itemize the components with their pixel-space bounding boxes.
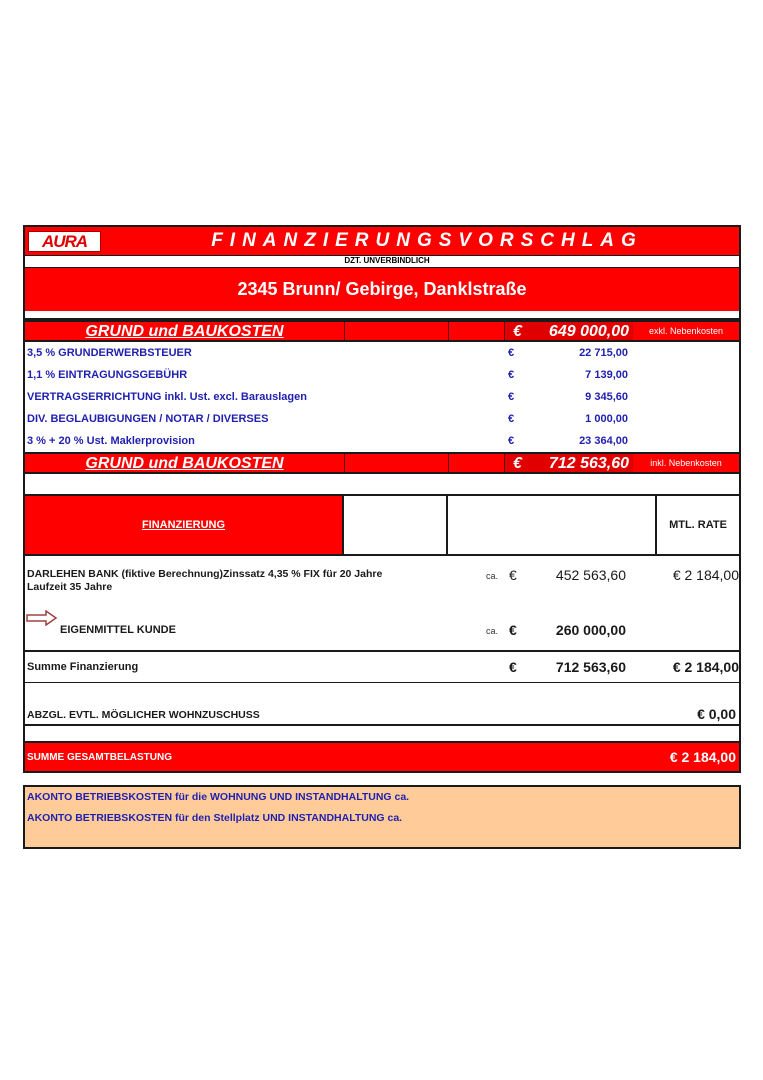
cost-line	[25, 386, 739, 408]
financing-body	[23, 556, 741, 652]
financing-sum-row	[23, 652, 741, 683]
euro-icon: €	[508, 369, 515, 381]
empty-cell	[345, 322, 449, 340]
cost-line-label: VERTRAGSERRICHTUNG inkl. Ust. excl. Barauslagen	[27, 391, 307, 403]
cost-line	[25, 408, 739, 430]
akonto-apartment: AKONTO BETRIEBSKOSTEN für die WOHNUNG UND INSTANDHALTUNG ca.	[27, 791, 410, 803]
amount-value: 649 000,00	[548, 323, 629, 340]
total-label: SUMME GESAMTBELASTUNG	[27, 752, 172, 763]
empty-cell	[448, 496, 657, 554]
own-funds-amount: 260 000,00	[555, 622, 626, 638]
aura-logo	[28, 231, 101, 252]
cost-header-exkl	[23, 320, 741, 342]
cost-line-amount: 22 715,00	[579, 347, 628, 359]
empty-cell	[449, 454, 505, 472]
cost-line-amount: 1 000,00	[585, 413, 628, 425]
empty-cell	[345, 454, 449, 472]
cost-header-note: exkl. Nebenkosten	[648, 326, 724, 336]
loan-description	[27, 568, 427, 594]
cost-line-label: 3 % + 20 % Ust. Maklerprovision	[27, 435, 195, 447]
euro-icon: €	[509, 622, 517, 638]
cost-line-amount: 7 139,00	[585, 369, 628, 381]
cost-line-amount: 23 364,00	[579, 435, 628, 447]
financing-header	[23, 496, 741, 556]
euro-icon: €	[513, 455, 522, 472]
logo-text: AURA	[41, 231, 88, 251]
loan-label-line2: Laufzeit 35 Jahre	[27, 581, 113, 593]
spacer-row	[23, 311, 741, 320]
sum-monthly-rate: € 2 184,00	[672, 659, 739, 675]
cost-header-label: GRUND und BAUKOSTEN	[25, 454, 345, 472]
cost-header-amount	[505, 454, 633, 472]
euro-icon: €	[508, 435, 515, 447]
spacer-row	[23, 726, 741, 743]
subsidy-amount: € 0,00	[697, 706, 736, 722]
cost-line-label: 3,5 % GRUNDERWERBSTEUER	[27, 347, 192, 359]
approx-label: ca.	[486, 571, 499, 581]
empty-cell	[449, 322, 505, 340]
total-burden-row	[23, 743, 741, 773]
cost-line-amount: 9 345,60	[585, 391, 628, 403]
property-address: 2345 Brunn/ Gebirge, Danklstraße	[23, 268, 741, 311]
monthly-rate-header: MTL. RATE	[669, 519, 727, 531]
spacer-row	[23, 474, 741, 496]
housing-subsidy-row	[23, 683, 741, 726]
euro-icon: €	[509, 567, 517, 583]
additional-costs-list	[23, 342, 741, 452]
amount-value: 712 563,60	[548, 455, 629, 472]
financing-title: FINANZIERUNG	[25, 496, 344, 554]
cost-header-label: GRUND und BAUKOSTEN	[25, 322, 345, 340]
cost-header-note: inkl. Nebenkosten	[650, 458, 722, 468]
cost-line-label: DIV. BEGLAUBIGUNGEN / NOTAR / DIVERSES	[27, 413, 269, 425]
euro-icon: €	[508, 413, 515, 425]
empty-cell	[344, 496, 448, 554]
euro-icon: €	[508, 347, 515, 359]
loan-monthly-rate: € 2 184,00	[672, 567, 739, 583]
page-title: FINANZIERUNGSVORSCHLAG	[211, 230, 643, 251]
cost-line	[25, 342, 739, 364]
sum-amount: 712 563,60	[555, 659, 626, 675]
cost-line	[25, 364, 739, 386]
cost-line	[25, 430, 739, 452]
loan-amount: 452 563,60	[555, 567, 626, 583]
arrow-right-icon	[26, 610, 58, 626]
operating-costs-box	[23, 785, 741, 849]
cost-header-inkl	[23, 452, 741, 474]
akonto-parking: AKONTO BETRIEBSKOSTEN für den Stellplatz UND INSTANDHALTUNG ca.	[27, 812, 403, 824]
subtitle: DZT. UNVERBINDLICH	[23, 255, 741, 268]
euro-icon: €	[508, 391, 515, 403]
sum-label: Summe Finanzierung	[27, 661, 139, 673]
loan-label-line1: DARLEHEN BANK (fiktive Berechnung)Zinssatz 4,35 % FIX für 20 Jahre	[27, 568, 383, 580]
total-amount: € 2 184,00	[669, 749, 736, 765]
subsidy-label: ABZGL. EVTL. MÖGLICHER WOHNZUSCHUSS	[27, 709, 260, 721]
cost-header-amount	[505, 322, 633, 340]
cost-line-label: 1,1 % EINTRAGUNGSGEBÜHR	[27, 369, 188, 381]
own-funds-label: EIGENMITTEL KUNDE	[60, 624, 176, 636]
title-row	[23, 225, 741, 255]
approx-label: ca.	[486, 626, 499, 636]
euro-icon: €	[513, 323, 522, 340]
euro-icon: €	[509, 659, 517, 675]
